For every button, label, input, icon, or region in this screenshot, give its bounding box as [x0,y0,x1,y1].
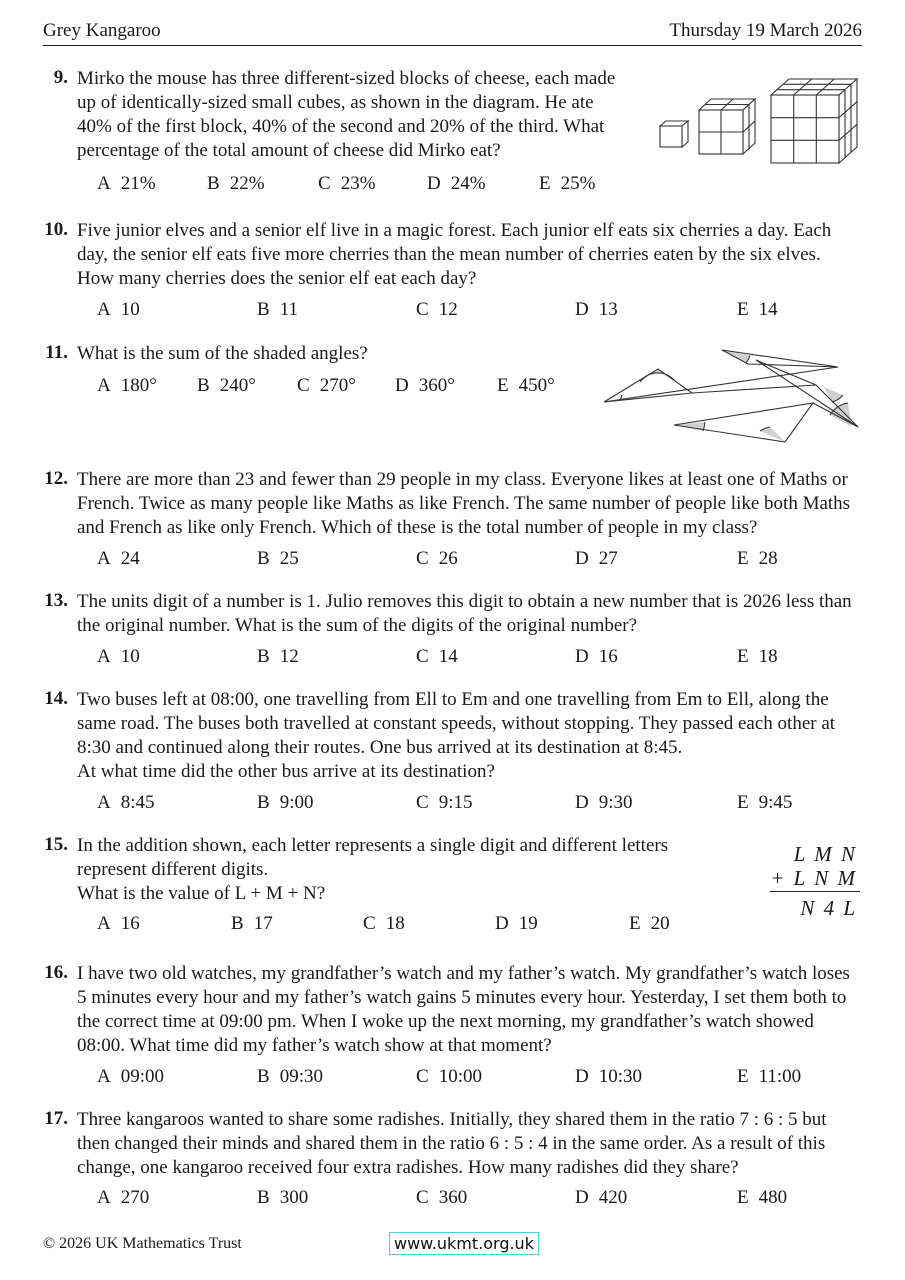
answer-option-e[interactable]: E 20 [629,913,670,934]
question-number: 10. [44,219,68,240]
answer-option-d[interactable]: D 24% [427,173,486,194]
question-text-line: 40% of the first block, 40% of the second and 20% of the third. What [77,116,605,137]
answer-option-a[interactable]: A 16 [97,913,140,934]
question-number: 9. [53,67,68,88]
question-text-line: What is the value of L + M + N? [77,883,326,904]
footer-copyright: © 2026 UK Mathematics Trust [43,1235,242,1252]
answer-option-d[interactable]: D 27 [575,548,618,569]
answer-option-d[interactable]: D 360° [395,375,455,396]
answer-option-e[interactable]: E 480 [737,1187,788,1208]
question-text-line: How many cherries does the senior elf eat each day? [77,268,477,289]
answer-option-e[interactable]: E 25% [539,173,596,194]
addition-row-2: + L N M [770,866,857,890]
answer-option-c[interactable]: C 14 [416,646,458,667]
answer-option-a[interactable]: A 8:45 [97,792,155,813]
question-number: 11. [45,342,68,363]
question-text-line: the correct time at 09:00 pm. When I woke up the next morning, my grandfather’s watch showed [77,1011,814,1032]
answer-option-d[interactable]: D 9:30 [575,792,633,813]
answer-option-b[interactable]: B 300 [257,1187,309,1208]
question-text-line: Five junior elves and a senior elf live in a magic forest. Each junior elf eats six cherries a day. Each [77,220,832,241]
addition-row-1: L M N [793,842,857,866]
answer-option-c[interactable]: C 10:00 [416,1066,482,1087]
question-text-line: change, one kangaroo received four extra radishes. How many radishes did they share? [77,1157,739,1178]
question-text-line: and French as like only French. Which of these is the total number of people in my class? [77,517,758,538]
answer-option-e[interactable]: E 9:45 [737,792,793,813]
answer-option-c[interactable]: C 18 [363,913,405,934]
answer-option-c[interactable]: C 26 [416,548,458,569]
question-text-line: day, the senior elf eats five more cherries than the mean number of cherries eaten by the six elves. [77,244,821,265]
question-text-line: Two buses left at 08:00, one travelling from Ell to Em and one travelling from Em to Ell, along the [77,689,829,710]
question-number: 12. [44,468,68,489]
question-number: 14. [44,688,68,709]
answer-option-c[interactable]: C 9:15 [416,792,473,813]
addition-result: N 4 L [800,896,857,920]
answer-option-e[interactable]: E 11:00 [737,1066,802,1087]
answer-option-d[interactable]: D 19 [495,913,538,934]
question-text-line: up of identically-sized small cubes, as shown in the diagram. He ate [77,92,594,113]
question-number: 13. [44,590,68,611]
answer-option-a[interactable]: A 24 [97,548,140,569]
question-text-line: In the addition shown, each letter represents a single digit and different letters [77,835,669,856]
question-number: 17. [44,1108,68,1129]
answer-option-a[interactable]: A 10 [97,646,140,667]
answer-option-b[interactable]: B 11 [257,299,298,320]
question-text-line: then changed their minds and shared them in the ratio 6 : 5 : 4 in the same order. As a result of this [77,1133,826,1154]
answer-option-e[interactable]: E 18 [737,646,778,667]
answer-option-b[interactable]: B 9:00 [257,792,314,813]
question-text-line: The units digit of a number is 1. Julio removes this digit to obtain a new number that is 2026 less than [77,591,852,612]
answer-option-a[interactable]: A 10 [97,299,140,320]
answer-option-d[interactable]: D 420 [575,1187,628,1208]
answer-option-a[interactable]: A 09:00 [97,1066,165,1087]
shaded-angles-diagram [600,345,862,443]
question-text-line: Three kangaroos wanted to share some radishes. Initially, they shared them in the ratio 7 : 6 : 5 but [77,1109,827,1130]
answer-option-b[interactable]: B 240° [197,375,256,396]
answer-option-c[interactable]: C 23% [318,173,376,194]
question-text-line: What is the sum of the shaded angles? [77,343,368,364]
answer-option-b[interactable]: B 09:30 [257,1066,323,1087]
answer-option-a[interactable]: A 180° [97,375,157,396]
answer-option-e[interactable]: E 450° [497,375,555,396]
answer-option-b[interactable]: B 17 [231,913,273,934]
question-text-line: the original number. What is the sum of the digits of the original number? [77,615,638,636]
question-text-line: percentage of the total amount of cheese did Mirko eat? [77,140,501,161]
question-text-line: French. Twice as many people like Maths as like French. The same number of people like both Maths [77,493,851,514]
footer-website-link[interactable]: www.ukmt.org.uk [389,1232,539,1255]
cheese-blocks-diagram [655,75,865,160]
answer-option-b[interactable]: B 12 [257,646,299,667]
question-text-line: represent different digits. [77,859,269,880]
header-divider [43,45,862,46]
question-text-line: 5 minutes every hour and my father’s watch gains 5 minutes every hour. Yesterday, I set them both to [77,987,847,1008]
question-text-line: At what time did the other bus arrive at its destination? [77,761,495,782]
answer-option-a[interactable]: A 21% [97,173,156,194]
answer-option-e[interactable]: E 28 [737,548,778,569]
answer-option-b[interactable]: B 22% [207,173,265,194]
answer-option-d[interactable]: D 16 [575,646,618,667]
answer-option-d[interactable]: D 13 [575,299,618,320]
question-text-line: 08:00. What time did my father’s watch show at that moment? [77,1035,552,1056]
question-text-line: I have two old watches, my grandfather’s watch and my father’s watch. My grandfather’s watch loses [77,963,850,984]
header-title: Grey Kangaroo [43,20,161,41]
answer-option-c[interactable]: C 270° [297,375,356,396]
question-text-line: 8:30 and continued along their routes. One bus arrived at its destination at 8:45. [77,737,683,758]
answer-option-c[interactable]: C 12 [416,299,458,320]
header-date: Thursday 19 March 2026 [669,20,862,41]
question-text-line: Mirko the mouse has three different-sized blocks of cheese, each made [77,68,616,89]
answer-option-a[interactable]: A 270 [97,1187,150,1208]
addition-rule [770,891,860,892]
answer-option-c[interactable]: C 360 [416,1187,468,1208]
question-number: 15. [44,834,68,855]
question-text-line: There are more than 23 and fewer than 29 people in my class. Everyone likes at least one of Maths or [77,469,848,490]
answer-option-b[interactable]: B 25 [257,548,299,569]
question-text-line: same road. The buses both travelled at constant speeds, without stopping. They passed each other at [77,713,836,734]
question-number: 16. [44,962,68,983]
answer-option-d[interactable]: D 10:30 [575,1066,643,1087]
answer-option-e[interactable]: E 14 [737,299,778,320]
